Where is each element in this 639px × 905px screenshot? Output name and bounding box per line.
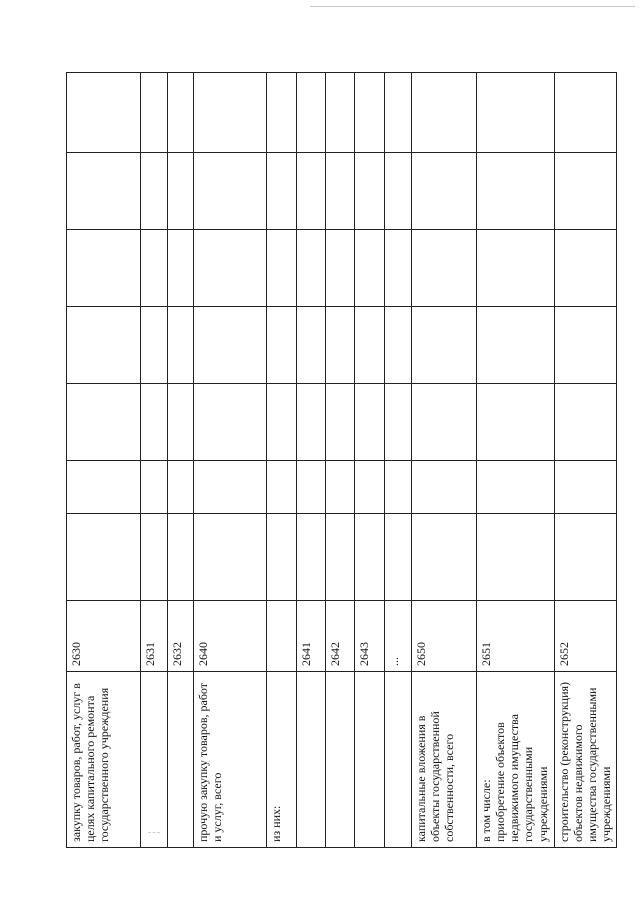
- table-cell: [385, 384, 412, 461]
- table-row: [141, 73, 168, 848]
- row-code: 2643: [355, 601, 385, 672]
- table-cell: [555, 153, 617, 230]
- table-cell: [412, 514, 477, 601]
- table-cell: [326, 153, 355, 230]
- table-row: [168, 73, 194, 848]
- table-cell: [555, 514, 617, 601]
- row-code: 2652: [555, 601, 617, 672]
- row-label: [297, 672, 326, 848]
- row-code: 2650: [412, 601, 477, 672]
- table-cell: [385, 307, 412, 384]
- table-cell: [194, 230, 267, 307]
- table-cell: [385, 73, 412, 153]
- table-cell: [385, 153, 412, 230]
- table-cell: [412, 230, 477, 307]
- table-cell: [555, 230, 617, 307]
- table-cell: [355, 461, 385, 514]
- table-row: [412, 73, 477, 848]
- table-cell: [141, 230, 168, 307]
- table-cell: [67, 230, 141, 307]
- row-label: капитальные вложения в объекты государственной собственности, всего: [412, 672, 477, 848]
- table-row: [477, 73, 555, 848]
- table-cell: [168, 461, 194, 514]
- table-cell: [168, 73, 194, 153]
- table-cell: [326, 384, 355, 461]
- table-cell: [194, 461, 267, 514]
- table-cell: [555, 73, 617, 153]
- table-cell: [141, 461, 168, 514]
- table-cell: [412, 384, 477, 461]
- table-cell: [477, 153, 555, 230]
- table-cell: [141, 73, 168, 153]
- table-row: [355, 73, 385, 848]
- table-cell: [67, 461, 141, 514]
- row-code: 2642: [326, 601, 355, 672]
- table-row: [555, 73, 617, 848]
- table-cell: [555, 307, 617, 384]
- table-row: [326, 73, 355, 848]
- row-label: [385, 672, 412, 848]
- table-cell: [326, 514, 355, 601]
- table-cell: [355, 384, 385, 461]
- table-cell: [141, 153, 168, 230]
- table-row: [67, 73, 141, 848]
- table-cell: [141, 384, 168, 461]
- row-code: 2630: [67, 601, 141, 672]
- table-cell: [477, 230, 555, 307]
- table-cell: [355, 73, 385, 153]
- table-cell: [267, 73, 297, 153]
- table-cell: [267, 384, 297, 461]
- table-cell: [267, 307, 297, 384]
- row-code: 2640: [194, 601, 267, 672]
- row-code: [267, 601, 297, 672]
- budget-table: [66, 72, 617, 848]
- table-cell: [297, 514, 326, 601]
- table-cell: [477, 307, 555, 384]
- row-code: ...: [385, 601, 412, 672]
- table-cell: [355, 514, 385, 601]
- table-cell: [477, 73, 555, 153]
- table-cell: [297, 384, 326, 461]
- table-cell: [194, 73, 267, 153]
- row-label: из них:: [267, 672, 297, 848]
- row-code: 2651: [477, 601, 555, 672]
- table-cell: [267, 153, 297, 230]
- table-row: [194, 73, 267, 848]
- table-cell: [267, 514, 297, 601]
- table-row: [385, 73, 412, 848]
- table-cell: [555, 384, 617, 461]
- table-cell: [355, 153, 385, 230]
- table-cell: [194, 153, 267, 230]
- table-cell: [355, 307, 385, 384]
- table-cell: [477, 461, 555, 514]
- row-label: прочую закупку товаров, работ и услуг, всего: [194, 672, 267, 848]
- table-cell: [355, 230, 385, 307]
- table-cell: [412, 153, 477, 230]
- table-cell: [67, 384, 141, 461]
- table-cell: [168, 307, 194, 384]
- table-cell: [141, 307, 168, 384]
- row-label: [326, 672, 355, 848]
- table-cell: [67, 153, 141, 230]
- table-cell: [168, 153, 194, 230]
- table-cell: [141, 514, 168, 601]
- table-cell: [194, 384, 267, 461]
- table-cell: [326, 461, 355, 514]
- row-code: 2641: [297, 601, 326, 672]
- table-cell: [326, 230, 355, 307]
- row-label: [168, 672, 194, 848]
- top-rule: [310, 6, 635, 7]
- table-cell: [385, 230, 412, 307]
- row-label: строительство (реконструкция) объектов недвижимого имущества государственными учреждениями: [555, 672, 617, 848]
- table-cell: [297, 307, 326, 384]
- table-cell: [385, 461, 412, 514]
- table-cell: [67, 514, 141, 601]
- table-row: [267, 73, 297, 848]
- table-cell: [412, 461, 477, 514]
- table-cell: [297, 73, 326, 153]
- table-cell: [67, 307, 141, 384]
- table-cell: [168, 384, 194, 461]
- table-cell: [412, 307, 477, 384]
- table-cell: [326, 73, 355, 153]
- table-cell: [267, 461, 297, 514]
- table-cell: [412, 73, 477, 153]
- table-cell: [297, 461, 326, 514]
- table-cell: [477, 514, 555, 601]
- row-label: [355, 672, 385, 848]
- table-cell: [168, 514, 194, 601]
- row-label: [141, 672, 168, 848]
- row-code: 2631: [141, 601, 168, 672]
- rotated-table-wrapper: [66, 73, 614, 848]
- table-cell: [194, 514, 267, 601]
- table-cell: [194, 307, 267, 384]
- table-cell: [555, 461, 617, 514]
- row-label: закупку товаров, работ, услуг в целях капитального ремонта государственного учреждения: [67, 672, 141, 848]
- table-cell: [168, 230, 194, 307]
- table-cell: [267, 230, 297, 307]
- table-cell: [326, 307, 355, 384]
- table-row: [297, 73, 326, 848]
- table-cell: [385, 514, 412, 601]
- table-cell: [297, 153, 326, 230]
- table-cell: [297, 230, 326, 307]
- row-label: в том числе: приобретение объектов недвижимого имущества государственными учреждениями: [477, 672, 555, 848]
- table-cell: [67, 73, 141, 153]
- table-cell: [477, 384, 555, 461]
- row-code: 2632: [168, 601, 194, 672]
